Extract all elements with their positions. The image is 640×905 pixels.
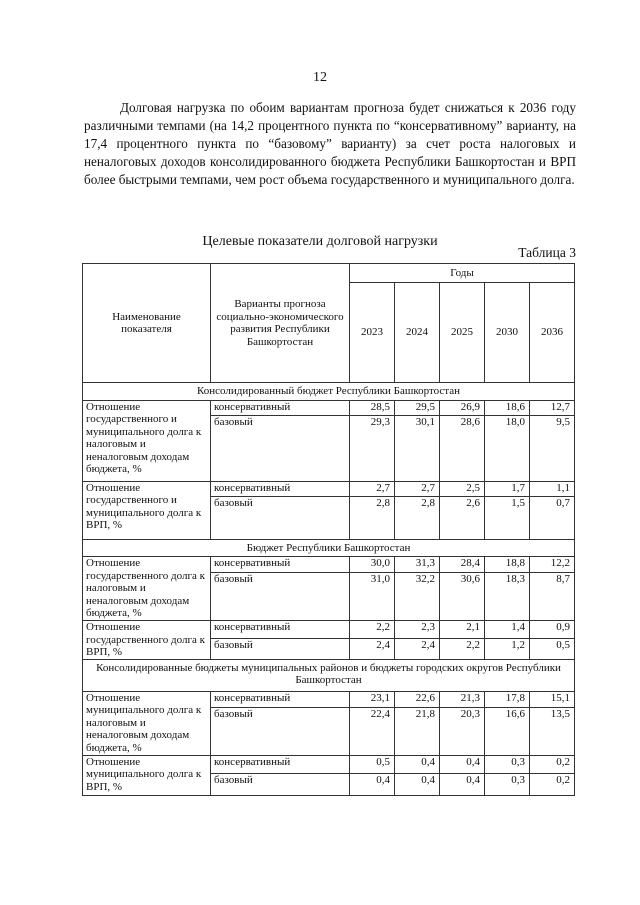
value-cell: 2,8 — [395, 496, 440, 539]
value-cell: 1,1 — [530, 481, 575, 496]
value-cell: 2,8 — [350, 496, 395, 539]
variant-label: консервативный — [211, 691, 350, 707]
value-cell: 18,0 — [485, 415, 530, 481]
section-row — [83, 659, 575, 691]
variant-label: базовый — [211, 573, 350, 621]
value-cell: 28,6 — [440, 415, 485, 481]
value-cell: 8,7 — [530, 573, 575, 621]
value-cell: 20,3 — [440, 707, 485, 755]
value-cell: 30,0 — [350, 557, 395, 573]
value-cell: 2,6 — [440, 496, 485, 539]
value-cell: 0,3 — [485, 755, 530, 773]
value-cell: 28,4 — [440, 557, 485, 573]
value-cell: 0,7 — [530, 496, 575, 539]
value-cell: 0,4 — [440, 773, 485, 795]
value-cell: 0,5 — [530, 638, 575, 659]
value-cell: 2,5 — [440, 481, 485, 496]
value-cell: 22,6 — [395, 691, 440, 707]
section-title: Бюджет Республики Башкортостан — [83, 539, 575, 557]
value-cell: 0,4 — [350, 773, 395, 795]
header-years-group: Годы — [350, 264, 575, 283]
value-cell: 2,4 — [395, 638, 440, 659]
value-cell: 22,4 — [350, 707, 395, 755]
value-cell: 12,7 — [530, 400, 575, 415]
value-cell: 0,9 — [530, 621, 575, 639]
indicator-name: Отношение государственного долга к ВРП, % — [83, 621, 211, 660]
table-row — [83, 400, 575, 415]
value-cell: 9,5 — [530, 415, 575, 481]
value-cell: 18,6 — [485, 400, 530, 415]
variant-label: базовый — [211, 707, 350, 755]
variant-label: базовый — [211, 638, 350, 659]
value-cell: 16,6 — [485, 707, 530, 755]
value-cell: 32,2 — [395, 573, 440, 621]
value-cell: 2,4 — [350, 638, 395, 659]
value-cell: 30,1 — [395, 415, 440, 481]
header-year: 2030 — [485, 283, 530, 383]
value-cell: 21,3 — [440, 691, 485, 707]
table-caption: Таблица 3 — [518, 245, 576, 260]
header-year: 2025 — [440, 283, 485, 383]
value-cell: 29,3 — [350, 415, 395, 481]
value-cell: 18,3 — [485, 573, 530, 621]
value-cell: 1,5 — [485, 496, 530, 539]
value-cell: 1,2 — [485, 638, 530, 659]
value-cell: 1,7 — [485, 481, 530, 496]
value-cell: 2,7 — [350, 481, 395, 496]
variant-label: базовый — [211, 773, 350, 795]
section-title: Консолидированный бюджет Республики Башкортостан — [83, 383, 575, 401]
section-row — [83, 383, 575, 401]
value-cell: 17,8 — [485, 691, 530, 707]
value-cell: 29,5 — [395, 400, 440, 415]
value-cell: 15,1 — [530, 691, 575, 707]
indicator-name: Отношение муниципального долга к ВРП, % — [83, 755, 211, 795]
table-title: Целевые показатели долговой нагрузки — [202, 234, 438, 249]
value-cell: 26,9 — [440, 400, 485, 415]
variant-label: консервативный — [211, 481, 350, 496]
variant-label: консервативный — [211, 755, 350, 773]
intro-paragraph: Долговая нагрузка по обоим вариантам прогноза будет снижаться к 2036 году различными темпами (на 14,2 процентного пункта по “консервативному” варианту, на 17,4 процентного пункта по “базовому” варианту) за счет роста налоговых и неналоговых доходов консолидированного бюджета Республики Башкортостан и ВРП более быстрыми темпами, чем рост объема государственного и муниципального долга. — [84, 100, 576, 187]
value-cell: 0,4 — [395, 755, 440, 773]
value-cell: 18,8 — [485, 557, 530, 573]
header-year: 2036 — [530, 283, 575, 383]
header-year: 2024 — [395, 283, 440, 383]
value-cell: 1,4 — [485, 621, 530, 639]
debt-load-table — [82, 263, 575, 796]
value-cell: 0,5 — [350, 755, 395, 773]
value-cell: 2,7 — [395, 481, 440, 496]
value-cell: 21,8 — [395, 707, 440, 755]
table-row — [83, 691, 575, 707]
value-cell: 0,4 — [440, 755, 485, 773]
value-cell: 0,4 — [395, 773, 440, 795]
indicator-name: Отношение муниципального долга к налоговым и неналоговым доходам бюджета, % — [83, 691, 211, 755]
value-cell: 13,5 — [530, 707, 575, 755]
table-row — [83, 621, 575, 639]
value-cell: 31,3 — [395, 557, 440, 573]
page-number: 12 — [313, 70, 327, 85]
section-title: Консолидированные бюджеты муниципальных районов и бюджеты городских округов Республики Башкортостан — [83, 659, 575, 691]
variant-label: консервативный — [211, 400, 350, 415]
value-cell: 12,2 — [530, 557, 575, 573]
indicator-name: Отношение государственного долга к налоговым и неналоговым доходам бюджета, % — [83, 557, 211, 621]
header-variants: Варианты прогноза социально-экономического развития Республики Башкортостан — [211, 264, 350, 383]
header-year: 2023 — [350, 283, 395, 383]
value-cell: 2,2 — [440, 638, 485, 659]
indicator-name: Отношение государственного и муниципального долга к ВРП, % — [83, 481, 211, 539]
header-indicator: Наименование показателя — [83, 264, 211, 383]
value-cell: 0,2 — [530, 755, 575, 773]
value-cell: 2,2 — [350, 621, 395, 639]
variant-label: консервативный — [211, 557, 350, 573]
table-row — [83, 755, 575, 773]
variant-label: базовый — [211, 496, 350, 539]
value-cell: 28,5 — [350, 400, 395, 415]
value-cell: 2,3 — [395, 621, 440, 639]
section-row — [83, 539, 575, 557]
indicator-name: Отношение государственного и муниципального долга к налоговым и неналоговым доходам бюджета, % — [83, 400, 211, 481]
value-cell: 2,1 — [440, 621, 485, 639]
value-cell: 23,1 — [350, 691, 395, 707]
table-row — [83, 481, 575, 496]
value-cell: 0,2 — [530, 773, 575, 795]
value-cell: 31,0 — [350, 573, 395, 621]
variant-label: консервативный — [211, 621, 350, 639]
variant-label: базовый — [211, 415, 350, 481]
table-row — [83, 557, 575, 573]
value-cell: 0,3 — [485, 773, 530, 795]
value-cell: 30,6 — [440, 573, 485, 621]
